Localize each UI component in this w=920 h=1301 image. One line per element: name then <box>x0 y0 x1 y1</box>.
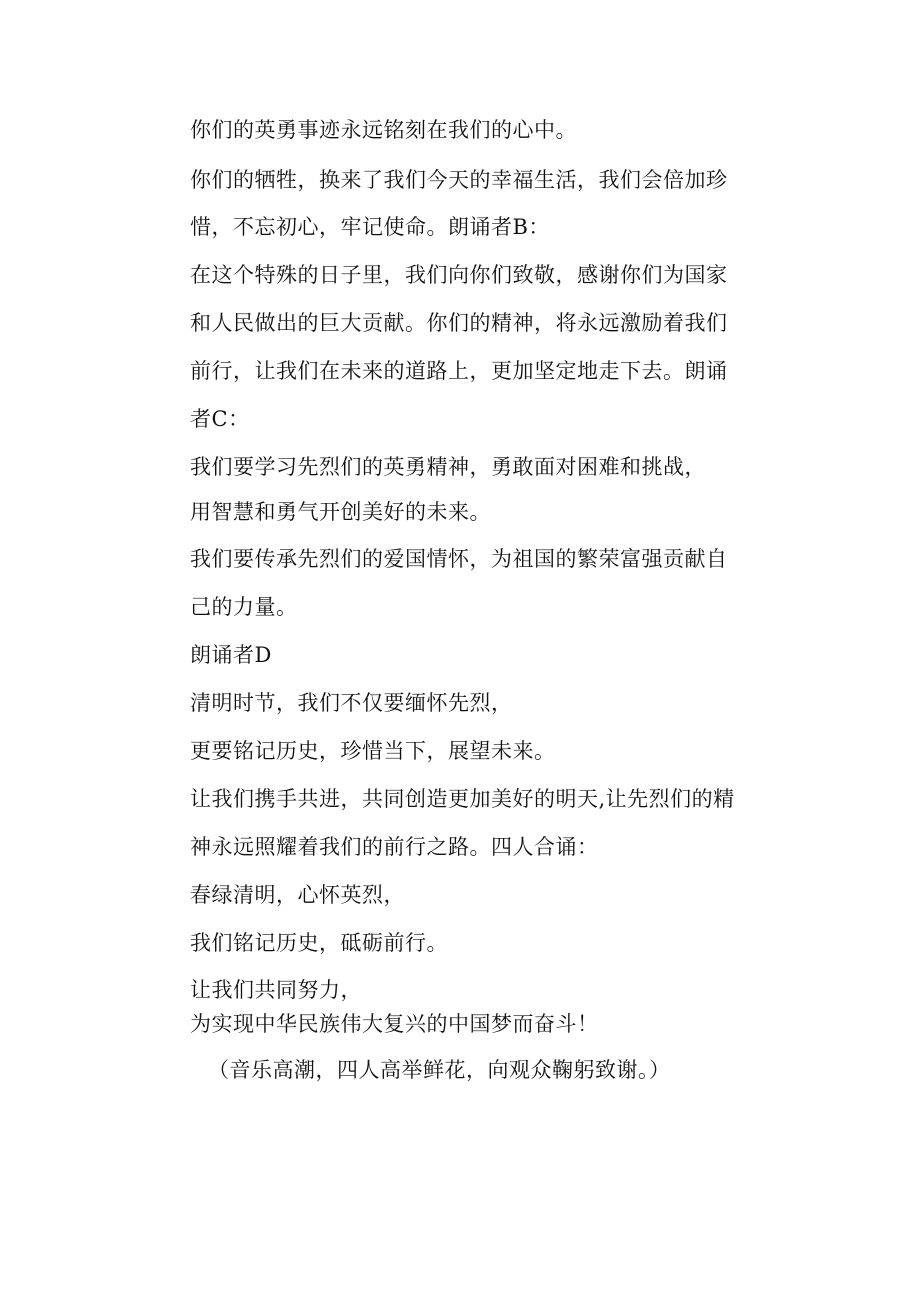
text-line: 让我们携手共进，共同创造更加美好的明天,让先烈们的精 <box>190 787 735 811</box>
stage-direction: （音乐高潮，四人高举鲜花，向观众鞠躬致谢。） <box>208 1058 671 1082</box>
text-line: 神永远照耀着我们的前行之路。四人合诵： <box>190 835 599 859</box>
text-line: 清明时节，我们不仅要缅怀先烈， <box>190 691 513 715</box>
text-line: 朗诵者D <box>190 643 272 667</box>
text-line: 前行，让我们在未来的道路上，更加坚定地走下去。朗诵 <box>190 359 728 383</box>
text-line: 你们的英勇事迹永远铭刻在我们的心中。 <box>190 118 577 142</box>
text-line: 你们的牺牲，换来了我们今天的幸福生活，我们会倍加珍 <box>190 168 728 192</box>
text-line: 和人民做出的巨大贡献。你们的精神，将永远激励着我们 <box>190 311 728 335</box>
text-line: 让我们共同努力， <box>190 978 362 1002</box>
text-line: 为实现中华民族伟大复兴的中国梦而奋斗！ <box>190 1012 599 1036</box>
text-line: 更要铭记历史，珍惜当下，展望未来。 <box>190 739 556 763</box>
text-line: 者C： <box>190 407 250 431</box>
text-line: 己的力量。 <box>190 595 298 619</box>
text-line: 用智慧和勇气开创美好的未来。 <box>190 500 491 524</box>
text-line: 我们要传承先烈们的爱国情怀，为祖国的繁荣富强贡献自 <box>190 547 728 571</box>
text-line: 我们铭记历史，砥砺前行。 <box>190 931 448 955</box>
text-line: 在这个特殊的日子里，我们向你们致敬，感谢你们为国家 <box>190 263 728 287</box>
text-line: 春绿清明，心怀英烈， <box>190 883 405 907</box>
text-line: 我们要学习先烈们的英勇精神，勇敢面对困难和挑战， <box>190 455 706 479</box>
text-line: 惜，不忘初心，牢记使命。朗诵者B： <box>190 215 550 239</box>
